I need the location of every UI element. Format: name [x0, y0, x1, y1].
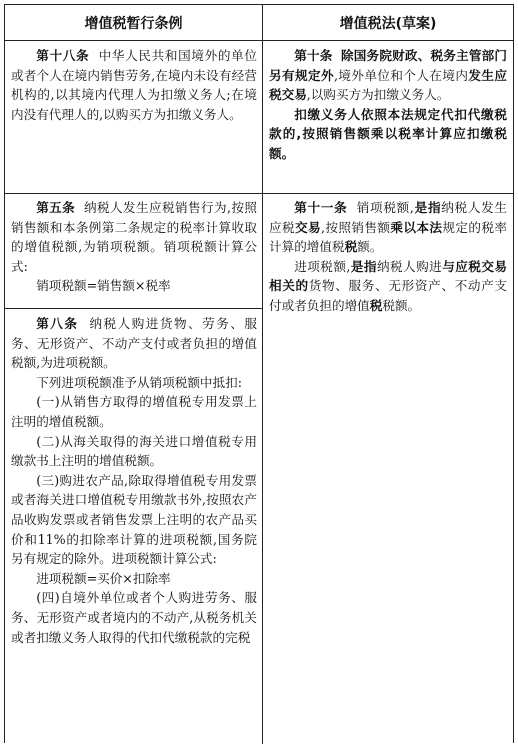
article-11-b2: 交易 [295, 219, 321, 235]
article-8-text: 纳税人购进货物、劳务、服务、无形资产、不动产支付或者负担的增值税额,为进项税额。 [11, 316, 258, 371]
article-11-p2-t4: 税额。 [382, 297, 421, 313]
article-11-label: 第十一条 [294, 200, 348, 215]
article-11-t3: ,按照销售额 [321, 219, 391, 235]
row-divider-1 [5, 193, 513, 194]
article-11-p2-t2: 纳税人购进 [376, 258, 443, 274]
header-left: 增值税暂行条例 [5, 5, 263, 41]
article-5-label: 第五条 [36, 200, 76, 215]
article-11-paragraph-2 [269, 257, 507, 316]
row1-left-cell [11, 46, 257, 124]
row2-left-cell-a [11, 198, 257, 296]
article-10-bold-lead: 除国务院财政、税务主管部门另有规定外 [269, 48, 508, 83]
article-18-label: 第十八条 [36, 48, 90, 63]
article-11-t2: 纳税人发生应税 [269, 200, 508, 235]
row2-left-cell-b [11, 314, 257, 647]
article-11-b1: 是指 [413, 200, 442, 215]
header-right: 增值税法(草案) [263, 5, 513, 41]
row1-right-cell [269, 46, 507, 164]
article-10-paragraph [269, 46, 507, 105]
article-10-para2: 扣缴义务人依照本法规定代扣代缴税款的,按照销售额乘以税率计算应扣缴税额。 [269, 106, 507, 161]
comparison-table [4, 4, 514, 743]
article-10-text2: ,以购买方为扣缴义务人。 [306, 87, 450, 103]
article-8-p7: (四)自境外单位或者个人购进劳务、服务、无形资产或者境内的不动产,从税务机关或者扣缴义务人取得的代扣代缴税款的完税 [11, 590, 257, 645]
article-11-p2-t1: 进项税额, [294, 258, 351, 274]
article-18-paragraph [11, 46, 257, 124]
article-18-text: 中华人民共和国境外的单位或者个人在境内销售劳务,在境内未设有经营机构的,以其境内代理人为扣缴义务人;在境内没有代理人的,以购买方为扣缴义务人。 [11, 48, 258, 122]
article-8-p3: (一)从销售方取得的增值税专用发票上注明的增值税额。 [11, 394, 257, 429]
article-10-paragraph-2 [269, 105, 507, 164]
article-10-label: 第十条 [294, 48, 333, 63]
article-11-p2-t3: 货物、服务、无形资产、不动产支付或者负担的增值 [269, 278, 508, 313]
article-11-t5: 额。 [357, 239, 383, 255]
article-11-t1: 销项税额, [356, 200, 414, 215]
row-divider-2 [5, 308, 262, 309]
article-8-label: 第八条 [36, 316, 79, 331]
article-8-p2: 下列进项税额准予从销项税额中抵扣: [36, 374, 242, 390]
article-11-t4: 规定的税率计算的增值税 [269, 219, 507, 255]
article-11-p2-b2: 与应税交易相关的 [269, 258, 507, 294]
article-10-bold-mid: 发生应税交易 [269, 67, 507, 103]
article-8-p6: 进项税额=买价×扣除率 [36, 570, 171, 586]
article-8-p5: (三)购进农产品,除取得增值税专用发票或者海关进口增值税专用缴款书外,按照农产品收购发票或者销售发票上注明的农产品买价和11%的扣除率计算的进项税额,国务院另有规定的除外。进项税额计算公式: [11, 472, 257, 567]
column-divider [262, 41, 263, 744]
row2-right-cell [269, 198, 507, 316]
article-11-p2-b3: 税 [369, 297, 383, 313]
article-11-paragraph [269, 198, 507, 257]
article-10-text1: ,境外单位和个人在境内 [334, 67, 469, 83]
article-11-p2-b1: 是指 [350, 258, 377, 274]
article-5-formula: 销项税额=销售额×税率 [36, 278, 171, 294]
article-8-p4: (二)从海关取得的海关进口增值税专用缴款书上注明的增值税额。 [11, 433, 257, 469]
article-11-b3: 乘以本法 [390, 219, 443, 235]
article-11-b4: 税 [344, 239, 358, 255]
article-5-paragraph [11, 198, 257, 276]
article-8-paragraph [11, 314, 257, 373]
article-5-text: 纳税人发生应税销售行为,按照销售额和本条例第二条规定的税率计算收取的增值税额,为销项税额。销项税额计算公式: [11, 200, 257, 274]
